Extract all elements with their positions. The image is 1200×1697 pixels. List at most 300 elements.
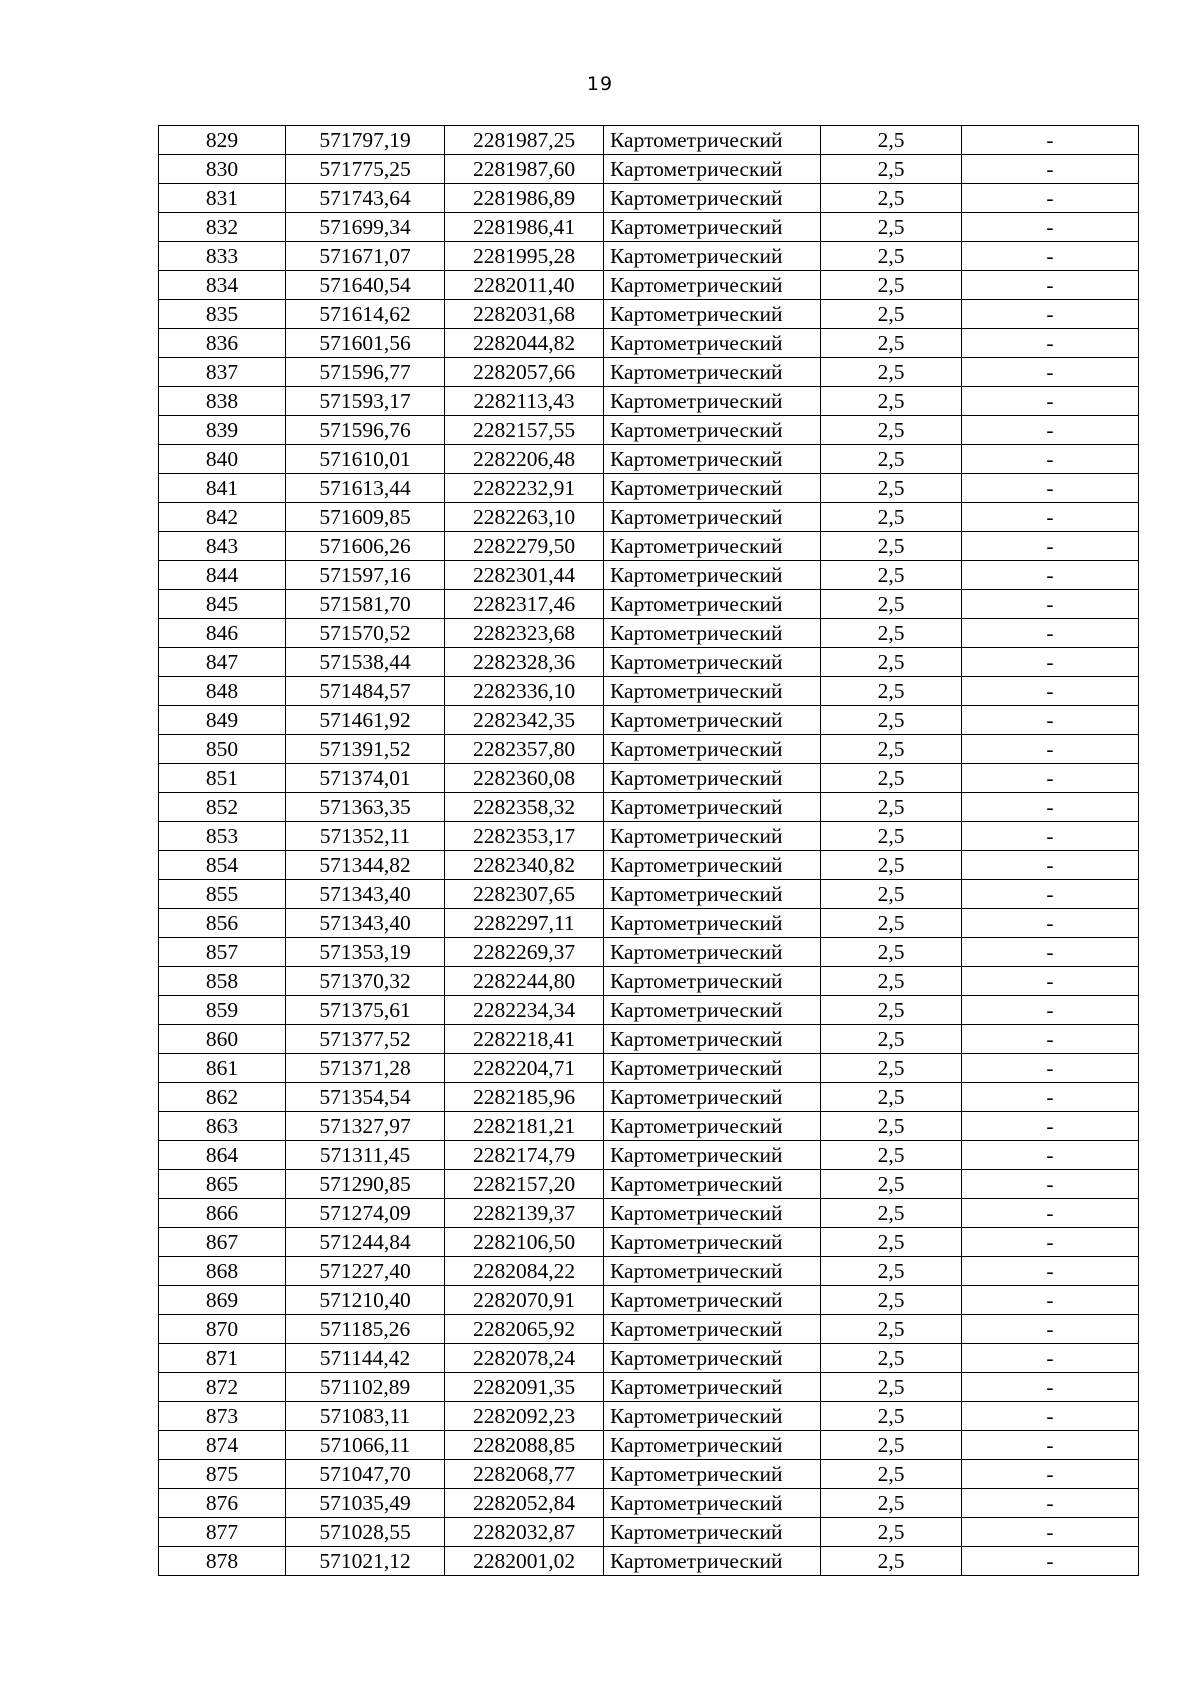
x-coordinate-cell: 571352,11 bbox=[286, 822, 445, 851]
description-cell: - bbox=[962, 1489, 1139, 1518]
method-cell: Картометрический bbox=[604, 677, 821, 706]
y-coordinate-cell: 2282204,71 bbox=[445, 1054, 604, 1083]
description-cell: - bbox=[962, 619, 1139, 648]
method-cell: Картометрический bbox=[604, 561, 821, 590]
point-number-cell: 875 bbox=[159, 1460, 286, 1489]
table-row bbox=[159, 1547, 1139, 1576]
description-cell: - bbox=[962, 1402, 1139, 1431]
method-cell: Картометрический bbox=[604, 1373, 821, 1402]
y-coordinate-cell: 2282157,55 bbox=[445, 416, 604, 445]
method-cell: Картометрический bbox=[604, 213, 821, 242]
point-number-cell: 858 bbox=[159, 967, 286, 996]
accuracy-cell: 2,5 bbox=[821, 648, 962, 677]
description-cell: - bbox=[962, 271, 1139, 300]
method-cell: Картометрический bbox=[604, 1228, 821, 1257]
description-cell: - bbox=[962, 735, 1139, 764]
accuracy-cell: 2,5 bbox=[821, 1025, 962, 1054]
table-row bbox=[159, 1141, 1139, 1170]
x-coordinate-cell: 571274,09 bbox=[286, 1199, 445, 1228]
table-row bbox=[159, 1460, 1139, 1489]
point-number-cell: 849 bbox=[159, 706, 286, 735]
point-number-cell: 847 bbox=[159, 648, 286, 677]
table-row bbox=[159, 561, 1139, 590]
description-cell: - bbox=[962, 1257, 1139, 1286]
y-coordinate-cell: 2282342,35 bbox=[445, 706, 604, 735]
description-cell: - bbox=[962, 242, 1139, 271]
y-coordinate-cell: 2282065,92 bbox=[445, 1315, 604, 1344]
description-cell: - bbox=[962, 329, 1139, 358]
description-cell: - bbox=[962, 300, 1139, 329]
accuracy-cell: 2,5 bbox=[821, 1286, 962, 1315]
point-number-cell: 836 bbox=[159, 329, 286, 358]
method-cell: Картометрический bbox=[604, 1257, 821, 1286]
accuracy-cell: 2,5 bbox=[821, 1228, 962, 1257]
y-coordinate-cell: 2282307,65 bbox=[445, 880, 604, 909]
method-cell: Картометрический bbox=[604, 1286, 821, 1315]
table-row bbox=[159, 590, 1139, 619]
method-cell: Картометрический bbox=[604, 909, 821, 938]
x-coordinate-cell: 571227,40 bbox=[286, 1257, 445, 1286]
y-coordinate-cell: 2281987,60 bbox=[445, 155, 604, 184]
point-number-cell: 854 bbox=[159, 851, 286, 880]
method-cell: Картометрический bbox=[604, 793, 821, 822]
x-coordinate-cell: 571570,52 bbox=[286, 619, 445, 648]
y-coordinate-cell: 2282269,37 bbox=[445, 938, 604, 967]
table-row bbox=[159, 1402, 1139, 1431]
x-coordinate-cell: 571370,32 bbox=[286, 967, 445, 996]
point-number-cell: 841 bbox=[159, 474, 286, 503]
description-cell: - bbox=[962, 1518, 1139, 1547]
x-coordinate-cell: 571699,34 bbox=[286, 213, 445, 242]
y-coordinate-cell: 2282001,02 bbox=[445, 1547, 604, 1576]
accuracy-cell: 2,5 bbox=[821, 1489, 962, 1518]
accuracy-cell: 2,5 bbox=[821, 300, 962, 329]
x-coordinate-cell: 571581,70 bbox=[286, 590, 445, 619]
method-cell: Картометрический bbox=[604, 271, 821, 300]
method-cell: Картометрический bbox=[604, 1402, 821, 1431]
x-coordinate-cell: 571102,89 bbox=[286, 1373, 445, 1402]
table-row bbox=[159, 503, 1139, 532]
method-cell: Картометрический bbox=[604, 880, 821, 909]
method-cell: Картометрический bbox=[604, 387, 821, 416]
accuracy-cell: 2,5 bbox=[821, 938, 962, 967]
description-cell: - bbox=[962, 358, 1139, 387]
table-row bbox=[159, 1170, 1139, 1199]
method-cell: Картометрический bbox=[604, 358, 821, 387]
y-coordinate-cell: 2282057,66 bbox=[445, 358, 604, 387]
table-row bbox=[159, 1344, 1139, 1373]
y-coordinate-cell: 2282078,24 bbox=[445, 1344, 604, 1373]
point-number-cell: 871 bbox=[159, 1344, 286, 1373]
table-row bbox=[159, 648, 1139, 677]
description-cell: - bbox=[962, 1054, 1139, 1083]
method-cell: Картометрический bbox=[604, 1547, 821, 1576]
point-number-cell: 878 bbox=[159, 1547, 286, 1576]
y-coordinate-cell: 2282068,77 bbox=[445, 1460, 604, 1489]
point-number-cell: 834 bbox=[159, 271, 286, 300]
method-cell: Картометрический bbox=[604, 590, 821, 619]
x-coordinate-cell: 571021,12 bbox=[286, 1547, 445, 1576]
x-coordinate-cell: 571484,57 bbox=[286, 677, 445, 706]
accuracy-cell: 2,5 bbox=[821, 735, 962, 764]
table-row bbox=[159, 416, 1139, 445]
method-cell: Картометрический bbox=[604, 764, 821, 793]
description-cell: - bbox=[962, 677, 1139, 706]
x-coordinate-cell: 571185,26 bbox=[286, 1315, 445, 1344]
accuracy-cell: 2,5 bbox=[821, 590, 962, 619]
x-coordinate-cell: 571391,52 bbox=[286, 735, 445, 764]
x-coordinate-cell: 571343,40 bbox=[286, 909, 445, 938]
method-cell: Картометрический bbox=[604, 1344, 821, 1373]
description-cell: - bbox=[962, 532, 1139, 561]
table-row bbox=[159, 1518, 1139, 1547]
method-cell: Картометрический bbox=[604, 938, 821, 967]
method-cell: Картометрический bbox=[604, 184, 821, 213]
y-coordinate-cell: 2282032,87 bbox=[445, 1518, 604, 1547]
point-number-cell: 853 bbox=[159, 822, 286, 851]
y-coordinate-cell: 2282232,91 bbox=[445, 474, 604, 503]
point-number-cell: 861 bbox=[159, 1054, 286, 1083]
table-row bbox=[159, 213, 1139, 242]
accuracy-cell: 2,5 bbox=[821, 561, 962, 590]
accuracy-cell: 2,5 bbox=[821, 126, 962, 155]
point-number-cell: 874 bbox=[159, 1431, 286, 1460]
table-row bbox=[159, 184, 1139, 213]
table-row bbox=[159, 851, 1139, 880]
x-coordinate-cell: 571354,54 bbox=[286, 1083, 445, 1112]
y-coordinate-cell: 2282206,48 bbox=[445, 445, 604, 474]
y-coordinate-cell: 2282185,96 bbox=[445, 1083, 604, 1112]
y-coordinate-cell: 2282234,34 bbox=[445, 996, 604, 1025]
y-coordinate-cell: 2282328,36 bbox=[445, 648, 604, 677]
table-row bbox=[159, 706, 1139, 735]
point-number-cell: 855 bbox=[159, 880, 286, 909]
method-cell: Картометрический bbox=[604, 1489, 821, 1518]
point-number-cell: 845 bbox=[159, 590, 286, 619]
method-cell: Картометрический bbox=[604, 474, 821, 503]
accuracy-cell: 2,5 bbox=[821, 532, 962, 561]
method-cell: Картометрический bbox=[604, 1199, 821, 1228]
method-cell: Картометрический bbox=[604, 619, 821, 648]
point-number-cell: 842 bbox=[159, 503, 286, 532]
description-cell: - bbox=[962, 1083, 1139, 1112]
method-cell: Картометрический bbox=[604, 967, 821, 996]
method-cell: Картометрический bbox=[604, 706, 821, 735]
y-coordinate-cell: 2282157,20 bbox=[445, 1170, 604, 1199]
description-cell: - bbox=[962, 445, 1139, 474]
x-coordinate-cell: 571371,28 bbox=[286, 1054, 445, 1083]
accuracy-cell: 2,5 bbox=[821, 358, 962, 387]
point-number-cell: 873 bbox=[159, 1402, 286, 1431]
point-number-cell: 830 bbox=[159, 155, 286, 184]
accuracy-cell: 2,5 bbox=[821, 1315, 962, 1344]
y-coordinate-cell: 2282181,21 bbox=[445, 1112, 604, 1141]
x-coordinate-cell: 571797,19 bbox=[286, 126, 445, 155]
method-cell: Картометрический bbox=[604, 822, 821, 851]
method-cell: Картометрический bbox=[604, 532, 821, 561]
point-number-cell: 862 bbox=[159, 1083, 286, 1112]
y-coordinate-cell: 2282044,82 bbox=[445, 329, 604, 358]
method-cell: Картометрический bbox=[604, 1460, 821, 1489]
description-cell: - bbox=[962, 648, 1139, 677]
method-cell: Картометрический bbox=[604, 1025, 821, 1054]
description-cell: - bbox=[962, 793, 1139, 822]
description-cell: - bbox=[962, 764, 1139, 793]
y-coordinate-cell: 2281995,28 bbox=[445, 242, 604, 271]
point-number-cell: 859 bbox=[159, 996, 286, 1025]
y-coordinate-cell: 2282244,80 bbox=[445, 967, 604, 996]
x-coordinate-cell: 571610,01 bbox=[286, 445, 445, 474]
y-coordinate-cell: 2282323,68 bbox=[445, 619, 604, 648]
table-row bbox=[159, 1112, 1139, 1141]
description-cell: - bbox=[962, 1460, 1139, 1489]
point-number-cell: 831 bbox=[159, 184, 286, 213]
method-cell: Картометрический bbox=[604, 329, 821, 358]
point-number-cell: 829 bbox=[159, 126, 286, 155]
y-coordinate-cell: 2282031,68 bbox=[445, 300, 604, 329]
table-row bbox=[159, 1373, 1139, 1402]
accuracy-cell: 2,5 bbox=[821, 503, 962, 532]
description-cell: - bbox=[962, 387, 1139, 416]
accuracy-cell: 2,5 bbox=[821, 1518, 962, 1547]
y-coordinate-cell: 2282084,22 bbox=[445, 1257, 604, 1286]
point-number-cell: 869 bbox=[159, 1286, 286, 1315]
y-coordinate-cell: 2282357,80 bbox=[445, 735, 604, 764]
x-coordinate-cell: 571311,45 bbox=[286, 1141, 445, 1170]
x-coordinate-cell: 571066,11 bbox=[286, 1431, 445, 1460]
description-cell: - bbox=[962, 503, 1139, 532]
method-cell: Картометрический bbox=[604, 735, 821, 764]
point-number-cell: 843 bbox=[159, 532, 286, 561]
y-coordinate-cell: 2282113,43 bbox=[445, 387, 604, 416]
description-cell: - bbox=[962, 967, 1139, 996]
table-row bbox=[159, 967, 1139, 996]
accuracy-cell: 2,5 bbox=[821, 880, 962, 909]
description-cell: - bbox=[962, 996, 1139, 1025]
coordinates-table bbox=[158, 125, 1139, 1576]
x-coordinate-cell: 571144,42 bbox=[286, 1344, 445, 1373]
table-row bbox=[159, 938, 1139, 967]
description-cell: - bbox=[962, 1170, 1139, 1199]
x-coordinate-cell: 571606,26 bbox=[286, 532, 445, 561]
method-cell: Картометрический bbox=[604, 1518, 821, 1547]
accuracy-cell: 2,5 bbox=[821, 1257, 962, 1286]
point-number-cell: 864 bbox=[159, 1141, 286, 1170]
point-number-cell: 852 bbox=[159, 793, 286, 822]
accuracy-cell: 2,5 bbox=[821, 619, 962, 648]
point-number-cell: 867 bbox=[159, 1228, 286, 1257]
x-coordinate-cell: 571377,52 bbox=[286, 1025, 445, 1054]
accuracy-cell: 2,5 bbox=[821, 1199, 962, 1228]
y-coordinate-cell: 2282279,50 bbox=[445, 532, 604, 561]
table-row bbox=[159, 1199, 1139, 1228]
table-row bbox=[159, 329, 1139, 358]
x-coordinate-cell: 571593,17 bbox=[286, 387, 445, 416]
accuracy-cell: 2,5 bbox=[821, 1170, 962, 1199]
accuracy-cell: 2,5 bbox=[821, 851, 962, 880]
method-cell: Картометрический bbox=[604, 1054, 821, 1083]
x-coordinate-cell: 571353,19 bbox=[286, 938, 445, 967]
accuracy-cell: 2,5 bbox=[821, 271, 962, 300]
point-number-cell: 840 bbox=[159, 445, 286, 474]
table-row bbox=[159, 764, 1139, 793]
y-coordinate-cell: 2282358,32 bbox=[445, 793, 604, 822]
page-number: 19 bbox=[586, 73, 614, 95]
y-coordinate-cell: 2282106,50 bbox=[445, 1228, 604, 1257]
x-coordinate-cell: 571601,56 bbox=[286, 329, 445, 358]
description-cell: - bbox=[962, 938, 1139, 967]
point-number-cell: 857 bbox=[159, 938, 286, 967]
method-cell: Картометрический bbox=[604, 1431, 821, 1460]
description-cell: - bbox=[962, 706, 1139, 735]
y-coordinate-cell: 2282263,10 bbox=[445, 503, 604, 532]
point-number-cell: 846 bbox=[159, 619, 286, 648]
description-cell: - bbox=[962, 184, 1139, 213]
point-number-cell: 839 bbox=[159, 416, 286, 445]
x-coordinate-cell: 571210,40 bbox=[286, 1286, 445, 1315]
accuracy-cell: 2,5 bbox=[821, 184, 962, 213]
description-cell: - bbox=[962, 1112, 1139, 1141]
accuracy-cell: 2,5 bbox=[821, 445, 962, 474]
y-coordinate-cell: 2282139,37 bbox=[445, 1199, 604, 1228]
accuracy-cell: 2,5 bbox=[821, 213, 962, 242]
table-row bbox=[159, 822, 1139, 851]
description-cell: - bbox=[962, 1547, 1139, 1576]
point-number-cell: 876 bbox=[159, 1489, 286, 1518]
table-row bbox=[159, 300, 1139, 329]
accuracy-cell: 2,5 bbox=[821, 1431, 962, 1460]
point-number-cell: 868 bbox=[159, 1257, 286, 1286]
description-cell: - bbox=[962, 822, 1139, 851]
x-coordinate-cell: 571609,85 bbox=[286, 503, 445, 532]
description-cell: - bbox=[962, 1228, 1139, 1257]
y-coordinate-cell: 2282297,11 bbox=[445, 909, 604, 938]
method-cell: Картометрический bbox=[604, 1315, 821, 1344]
table-row bbox=[159, 155, 1139, 184]
table-row bbox=[159, 1083, 1139, 1112]
x-coordinate-cell: 571244,84 bbox=[286, 1228, 445, 1257]
method-cell: Картометрический bbox=[604, 300, 821, 329]
method-cell: Картометрический bbox=[604, 996, 821, 1025]
x-coordinate-cell: 571290,85 bbox=[286, 1170, 445, 1199]
table-row bbox=[159, 735, 1139, 764]
table-row bbox=[159, 358, 1139, 387]
accuracy-cell: 2,5 bbox=[821, 677, 962, 706]
table-row bbox=[159, 619, 1139, 648]
y-coordinate-cell: 2282092,23 bbox=[445, 1402, 604, 1431]
y-coordinate-cell: 2281986,41 bbox=[445, 213, 604, 242]
accuracy-cell: 2,5 bbox=[821, 242, 962, 271]
method-cell: Картометрический bbox=[604, 126, 821, 155]
table-row bbox=[159, 677, 1139, 706]
y-coordinate-cell: 2282353,17 bbox=[445, 822, 604, 851]
x-coordinate-cell: 571597,16 bbox=[286, 561, 445, 590]
description-cell: - bbox=[962, 1025, 1139, 1054]
accuracy-cell: 2,5 bbox=[821, 1402, 962, 1431]
table-row bbox=[159, 1257, 1139, 1286]
y-coordinate-cell: 2282088,85 bbox=[445, 1431, 604, 1460]
table-row bbox=[159, 1286, 1139, 1315]
table-row bbox=[159, 242, 1139, 271]
point-number-cell: 863 bbox=[159, 1112, 286, 1141]
description-cell: - bbox=[962, 474, 1139, 503]
point-number-cell: 832 bbox=[159, 213, 286, 242]
accuracy-cell: 2,5 bbox=[821, 1460, 962, 1489]
point-number-cell: 866 bbox=[159, 1199, 286, 1228]
description-cell: - bbox=[962, 1373, 1139, 1402]
description-cell: - bbox=[962, 1199, 1139, 1228]
x-coordinate-cell: 571614,62 bbox=[286, 300, 445, 329]
description-cell: - bbox=[962, 155, 1139, 184]
x-coordinate-cell: 571743,64 bbox=[286, 184, 445, 213]
accuracy-cell: 2,5 bbox=[821, 1054, 962, 1083]
table-row bbox=[159, 474, 1139, 503]
description-cell: - bbox=[962, 213, 1139, 242]
description-cell: - bbox=[962, 1286, 1139, 1315]
method-cell: Картометрический bbox=[604, 242, 821, 271]
accuracy-cell: 2,5 bbox=[821, 1373, 962, 1402]
accuracy-cell: 2,5 bbox=[821, 474, 962, 503]
accuracy-cell: 2,5 bbox=[821, 822, 962, 851]
description-cell: - bbox=[962, 1315, 1139, 1344]
method-cell: Картометрический bbox=[604, 445, 821, 474]
coordinates-table-body bbox=[159, 126, 1139, 1576]
x-coordinate-cell: 571775,25 bbox=[286, 155, 445, 184]
point-number-cell: 850 bbox=[159, 735, 286, 764]
x-coordinate-cell: 571344,82 bbox=[286, 851, 445, 880]
accuracy-cell: 2,5 bbox=[821, 764, 962, 793]
table-row bbox=[159, 445, 1139, 474]
y-coordinate-cell: 2282174,79 bbox=[445, 1141, 604, 1170]
accuracy-cell: 2,5 bbox=[821, 416, 962, 445]
table-row bbox=[159, 1431, 1139, 1460]
method-cell: Картометрический bbox=[604, 1112, 821, 1141]
accuracy-cell: 2,5 bbox=[821, 909, 962, 938]
accuracy-cell: 2,5 bbox=[821, 1083, 962, 1112]
description-cell: - bbox=[962, 880, 1139, 909]
point-number-cell: 865 bbox=[159, 1170, 286, 1199]
table-row bbox=[159, 909, 1139, 938]
x-coordinate-cell: 571327,97 bbox=[286, 1112, 445, 1141]
x-coordinate-cell: 571613,44 bbox=[286, 474, 445, 503]
accuracy-cell: 2,5 bbox=[821, 1344, 962, 1373]
y-coordinate-cell: 2282052,84 bbox=[445, 1489, 604, 1518]
x-coordinate-cell: 571461,92 bbox=[286, 706, 445, 735]
point-number-cell: 851 bbox=[159, 764, 286, 793]
y-coordinate-cell: 2281987,25 bbox=[445, 126, 604, 155]
y-coordinate-cell: 2282340,82 bbox=[445, 851, 604, 880]
y-coordinate-cell: 2282091,35 bbox=[445, 1373, 604, 1402]
method-cell: Картометрический bbox=[604, 851, 821, 880]
accuracy-cell: 2,5 bbox=[821, 329, 962, 358]
description-cell: - bbox=[962, 416, 1139, 445]
description-cell: - bbox=[962, 851, 1139, 880]
table-row bbox=[159, 996, 1139, 1025]
x-coordinate-cell: 571538,44 bbox=[286, 648, 445, 677]
y-coordinate-cell: 2282336,10 bbox=[445, 677, 604, 706]
table-row bbox=[159, 1054, 1139, 1083]
accuracy-cell: 2,5 bbox=[821, 967, 962, 996]
accuracy-cell: 2,5 bbox=[821, 1112, 962, 1141]
description-cell: - bbox=[962, 1431, 1139, 1460]
point-number-cell: 848 bbox=[159, 677, 286, 706]
x-coordinate-cell: 571596,77 bbox=[286, 358, 445, 387]
y-coordinate-cell: 2282011,40 bbox=[445, 271, 604, 300]
accuracy-cell: 2,5 bbox=[821, 1547, 962, 1576]
x-coordinate-cell: 571375,61 bbox=[286, 996, 445, 1025]
table-row bbox=[159, 1489, 1139, 1518]
table-row bbox=[159, 1315, 1139, 1344]
